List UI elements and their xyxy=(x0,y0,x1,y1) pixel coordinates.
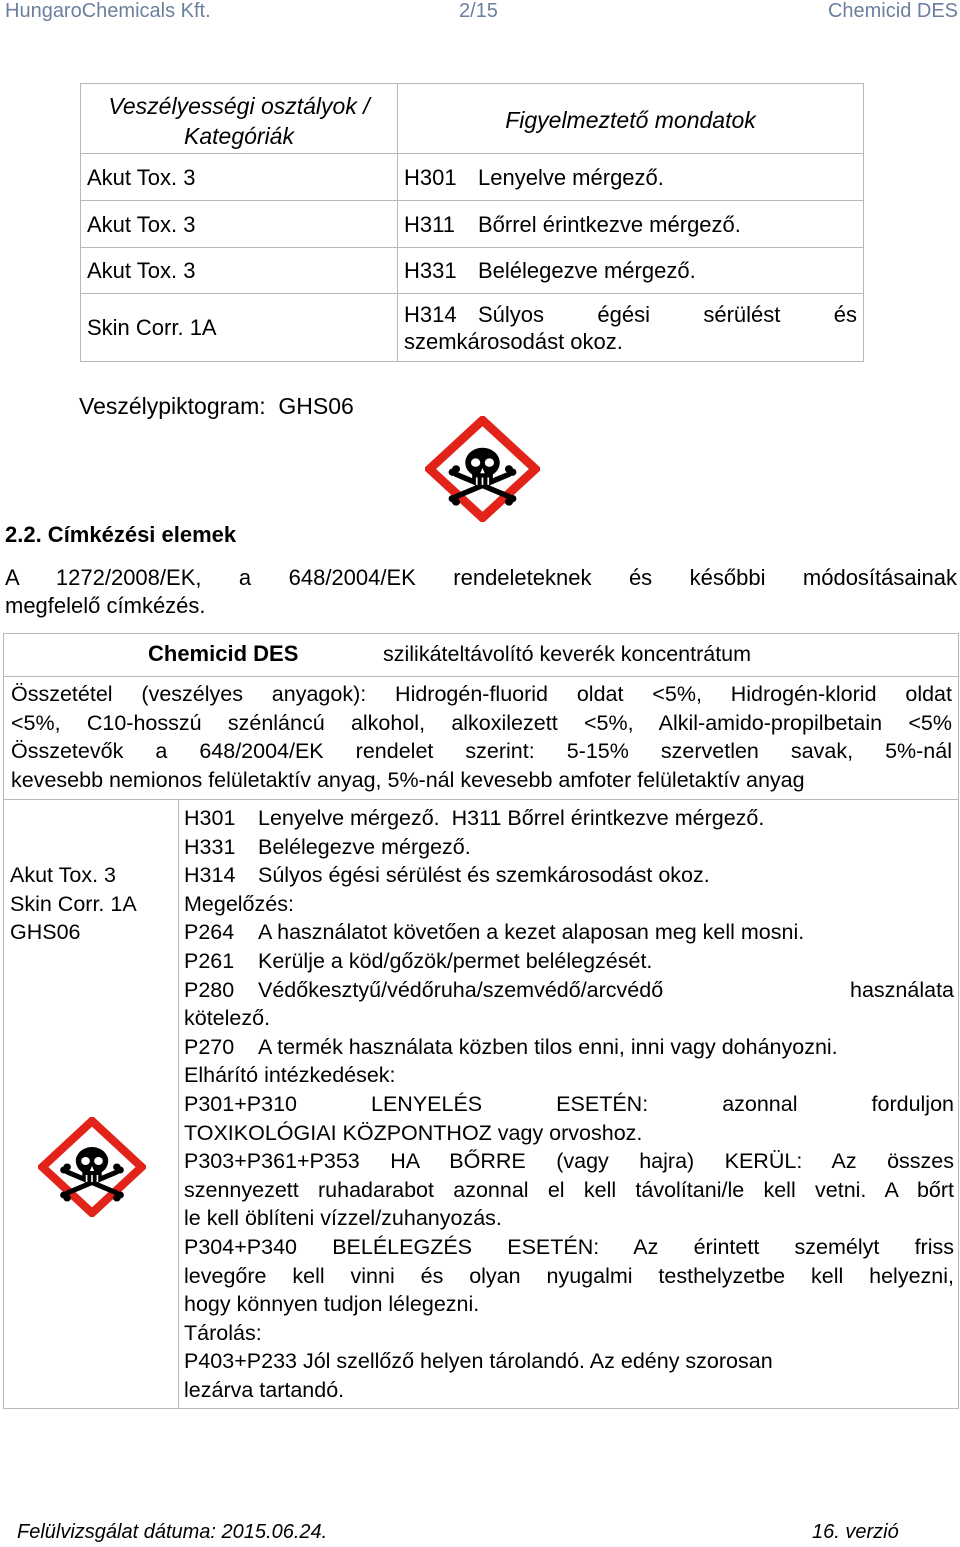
table-row xyxy=(81,294,864,362)
ghs06-skull-icon xyxy=(38,1117,146,1217)
hazard-category: Akut Tox. 3 xyxy=(81,201,398,248)
table-header-statements: Figyelmeztető mondatok xyxy=(398,84,864,154)
hazard-classification-table xyxy=(80,83,864,362)
label-product-description: szilikáteltávolító keverék koncentrátum xyxy=(383,642,752,666)
hazard-category: Akut Tox. 3 xyxy=(81,154,398,201)
hazard-statement: H331 Belélegezve mérgező. xyxy=(398,248,864,294)
table-header-categories: Veszélyességi osztályok / Kategóriák xyxy=(81,84,398,154)
h314-statement: H314 Súlyos égési sérülést és szemkárosodást okoz. xyxy=(184,863,710,888)
header-company: HungaroChemicals Kft. xyxy=(5,0,211,22)
p303-statement: P303+P361+P353 HA BŐRRE (vagy hajra) KERÜL: Az összes szennyezett ruhadarabot azonnal el kell távolítani/le kell vetni. A bőrt le kell öblíteni vízzel/zuhanyozás. xyxy=(184,1149,954,1231)
label-product-name: Chemicid DES xyxy=(148,641,299,666)
p403-statement: P403+P233 Jól szellőző helyen tárolandó. Az edény szorosan lezárva tartandó. xyxy=(184,1349,773,1402)
section-intro: A 1272/2008/EK, a 648/2004/EK rendeleteknek és későbbi módosításainak megfelelő címkézés. xyxy=(5,565,957,618)
table-row xyxy=(81,154,864,201)
section-title: 2.2. Címkézési elemek xyxy=(5,522,237,547)
h301-h311-statement: H301 Lenyelve mérgező. H311 Bőrrel érintkezve mérgező. xyxy=(184,806,765,830)
p270-statement: P270 A termék használata közben tilos enni, inni vagy dohányozni. xyxy=(184,1034,838,1059)
hazard-category: Skin Corr. 1A xyxy=(81,294,398,362)
label-class: Akut Tox. 3 xyxy=(10,863,116,887)
hazard-statement: H314 Súlyos égési sérülést és szemkárosodást okoz. xyxy=(398,294,864,362)
p264-statement: P264 A használatot követően a kezet alaposan meg kell mosni. xyxy=(184,920,805,945)
response-heading: Elhárító intézkedések: xyxy=(184,1063,396,1088)
hazard-statement: H301 Lenyelve mérgező. xyxy=(398,154,864,201)
p304-statement: P304+P340 BELÉLEGZÉS ESETÉN: Az érintett személyt friss levegőre kell vinni és olyan nyugalmi testhelyzetbe kell helyezni, hogy könnyen tudjon lélegezni. xyxy=(184,1234,954,1317)
h331-statement: H331 Belélegezve mérgező. xyxy=(184,834,471,859)
label-product-row xyxy=(4,634,958,677)
header-page-number: 2/15 xyxy=(459,0,498,22)
footer-version: 16. verzió xyxy=(812,1521,899,1543)
label-classification-cell xyxy=(4,800,179,1408)
p261-statement: P261 Kerülje a köd/gőzök/permet belélegzését. xyxy=(184,948,653,973)
p301-statement: P301+P310 LENYELÉS ESETÉN: azonnal forduljon TOXIKOLÓGIAI KÖZPONTHOZ vagy orvoshoz. xyxy=(184,1091,954,1145)
table-row xyxy=(81,201,864,248)
header-product: Chemicid DES xyxy=(827,0,958,22)
label-composition: Összetétel (veszélyes anyagok): Hidrogén-fluorid oldat <5%, Hidrogén-klorid oldat <5%, C10-hosszú szénláncú alkohol, alkoxilezett <5%, Alkil-amido-propilbetain <5% Összetevők a 648/2004/EK rendelet szerint: 5-15% szervetlen savak, 5%-nál kevesebb nemionos felületaktív anyag, 5%-nál kevesebb amfoter felületaktív anyag xyxy=(4,676,958,800)
prevention-heading: Megelőzés: xyxy=(184,891,294,916)
label-panel xyxy=(3,633,959,1409)
storage-heading: Tárolás: xyxy=(184,1320,262,1345)
p280-statement: P280 Védőkesztyű/védőruha/szemvédő/arcvédő használata kötelező. xyxy=(184,977,954,1031)
pictogram-label: Veszélypiktogram: GHS06 xyxy=(79,393,354,419)
table-row xyxy=(81,248,864,294)
label-class: Skin Corr. 1A xyxy=(10,891,137,916)
hazard-statement: H311 Bőrrel érintkezve mérgező. xyxy=(398,201,864,248)
ghs06-skull-icon xyxy=(425,416,540,522)
hazard-category: Akut Tox. 3 xyxy=(81,248,398,294)
footer-revision-date: Felülvizsgálat dátuma: 2015.06.24. xyxy=(17,1521,328,1543)
label-statements xyxy=(184,804,954,1404)
label-class: GHS06 xyxy=(10,920,81,944)
